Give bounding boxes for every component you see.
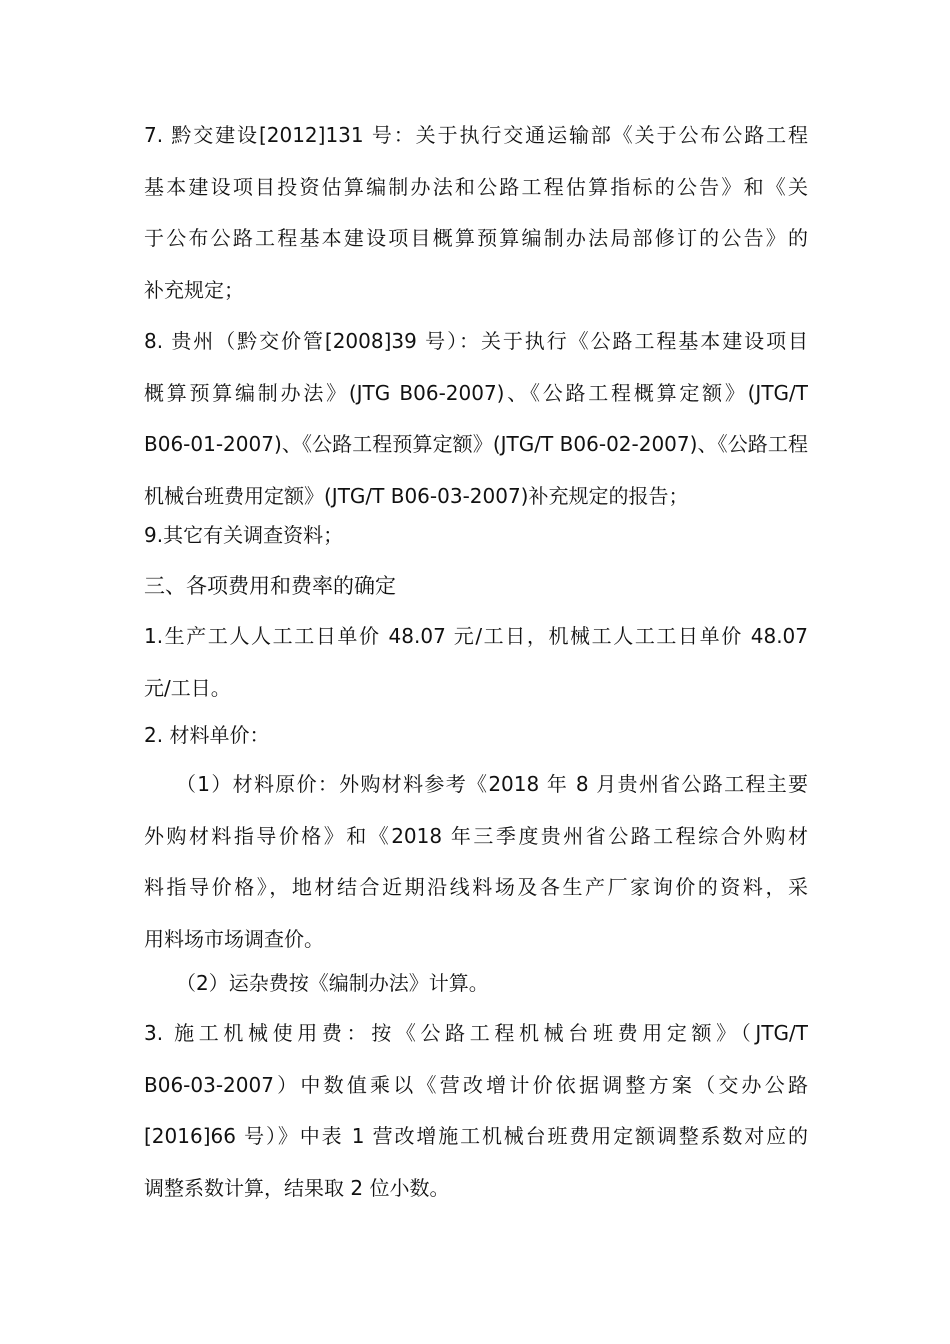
text-line: 基本建设项目投资估算编制办法和公路工程估算指标的公告》和《关 <box>144 174 808 199</box>
paragraph-item-9 <box>144 510 808 562</box>
list-item-machinery-cost <box>144 1008 808 1214</box>
heading-text: 三、各项费用和费率的确定 <box>144 574 396 598</box>
text-line: 料指导价格》，地材结合近期沿线料场及各生产厂家询价的资料，采 <box>144 875 808 899</box>
text-line: （2）运杂费按《编制办法》计算。 <box>176 971 489 995</box>
text-line: 2. 材料单价： <box>144 723 270 747</box>
text-line: 7. 黔交建设[2012]131 号：关于执行交通运输部《关于公布公路工程 <box>144 123 808 147</box>
text-line: （1）材料原价：外购材料参考《2018 年 8 月贵州省公路工程主要 <box>176 772 808 796</box>
text-line: B06-03-2007）中数值乘以《营改增计价依据调整方案（交办公路 <box>144 1072 808 1097</box>
text-line: 3. 施工机械使用费：按《公路工程机械台班费用定额》（JTG/T <box>144 1021 808 1045</box>
paragraph-item-8 <box>144 316 808 522</box>
text-line: 9.其它有关调查资料； <box>144 523 344 547</box>
text-line: 于公布公路工程基本建设项目概算预算编制办法局部修订的公告》的 <box>144 226 808 250</box>
section-heading <box>144 561 808 613</box>
text-line: 调整系数计算，结果取 2 位小数。 <box>144 1175 450 1200</box>
text-line: [2016]66 号）》中表 1 营改增施工机械台班费用定额调整系数对应的 <box>144 1124 808 1148</box>
sub-item-freight <box>144 958 808 1010</box>
text-line: 外购材料指导价格》和《2018 年三季度贵州省公路工程综合外购材 <box>144 823 808 848</box>
list-item-material-price <box>144 710 808 762</box>
text-line: 补充规定； <box>144 277 244 302</box>
text-line: 1.生产工人人工工日单价 48.07 元/工日，机械工人工工日单价 48.07 <box>144 624 808 648</box>
paragraph-item-7 <box>144 110 808 316</box>
list-item-labor-price <box>144 611 808 714</box>
text-line: 元/工日。 <box>144 675 231 700</box>
text-line: 用料场市场调查价。 <box>144 926 324 951</box>
text-line: B06-01-2007)、《公路工程预算定额》(JTG/T B06-02-2007)、《公路工程 <box>144 432 808 456</box>
text-line: 机械台班费用定额》(JTG/T B06-03-2007)补充规定的报告； <box>144 483 689 508</box>
sub-item-material-original-price <box>144 759 808 965</box>
text-line: 概算预算编制办法》(JTG B06-2007)、《公路工程概算定额》(JTG/T <box>144 380 808 405</box>
text-line: 8. 贵州（黔交价管[2008]39 号）：关于执行《公路工程基本建设项目 <box>144 329 808 353</box>
